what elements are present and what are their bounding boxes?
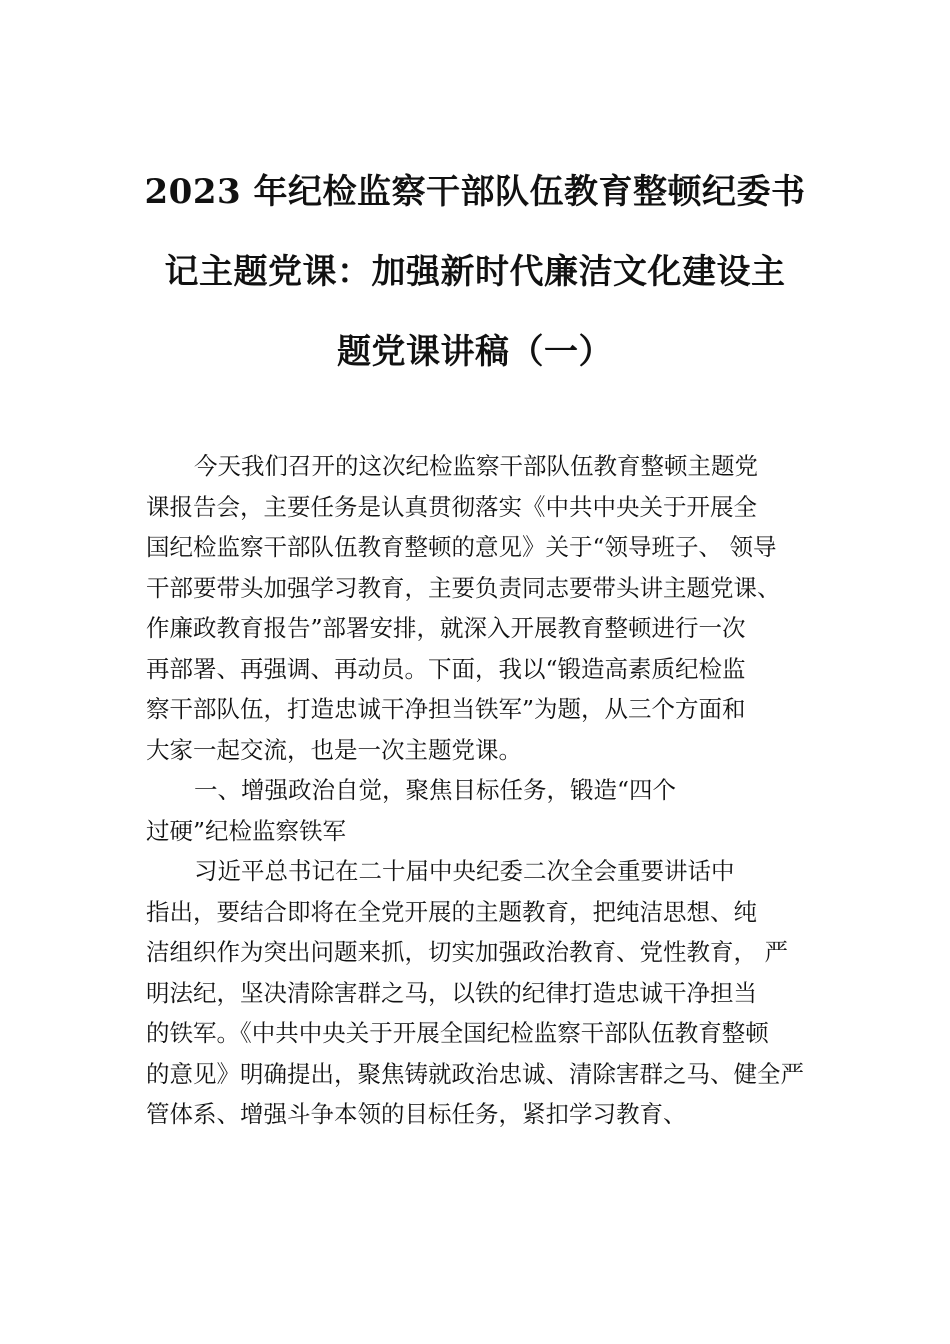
paragraph-2-line: 指出，要结合即将在全党开展的主题教育，把纯洁思想、纯 (146, 897, 757, 926)
document-body (146, 446, 836, 1135)
paragraph-1-line: 大家一起交流，也是一次主题党课。 (146, 735, 522, 764)
paragraph-2-line: 习近平总书记在二十届中央纪委二次全会重要讲话中 (194, 857, 735, 885)
title-line: 2023 年纪检监察干部队伍教育整顿纪委书 (144, 172, 806, 212)
paragraph-2-line: 管体系、增强斗争本领的目标任务，紧扣学习教育、 (146, 1100, 687, 1128)
paragraph-2-line: 明法纪，坚决清除害群之马，以铁的纪律打造忠诚干净担当 (146, 978, 757, 1007)
paragraph-1-line: 作廉政教育报告”部署安排，就深入开展教育整顿进行一次 (146, 614, 746, 642)
paragraph-1-line: 国纪检监察干部队伍教育整顿的意见》关于“领导班子、 领导 (146, 533, 777, 561)
paragraph-1-line: 察干部队伍，打造忠诚干净担当铁军”为题，从三个方面和 (146, 695, 746, 723)
paragraph-1-line: 干部要带头加强学习教育，主要负责同志要带头讲主题党课、 (146, 573, 781, 602)
paragraph-2-line: 的铁军。《中共中央关于开展全国纪检监察干部队伍教育整顿 (146, 1019, 769, 1047)
paragraph-1-line: 课报告会，主要任务是认真贯彻落实《中共中央关于开展全 (146, 492, 757, 521)
document-title (100, 152, 850, 392)
section-heading-line: 过硬”纪检监察铁军 (146, 816, 347, 845)
title-line: 记主题党课：加强新时代廉洁文化建设主 (164, 252, 786, 292)
section-heading-line: 一、增强政治自觉，聚焦目标任务，锻造“四个 (194, 776, 677, 804)
paragraph-1-line: 今天我们召开的这次纪检监察干部队伍教育整顿主题党 (194, 452, 758, 480)
paragraph-2-line: 的意见》明确提出，聚焦铸就政治忠诚、清除害群之马、健全严 (146, 1059, 804, 1088)
title-line: 题党课讲稿（一） (337, 332, 613, 372)
paragraph-1-line: 再部署、再强调、再动员。下面，我以“锻造高素质纪检监 (146, 654, 746, 683)
paragraph-2-line: 洁组织作为突出问题来抓，切实加强政治教育、党性教育， 严 (146, 938, 788, 966)
